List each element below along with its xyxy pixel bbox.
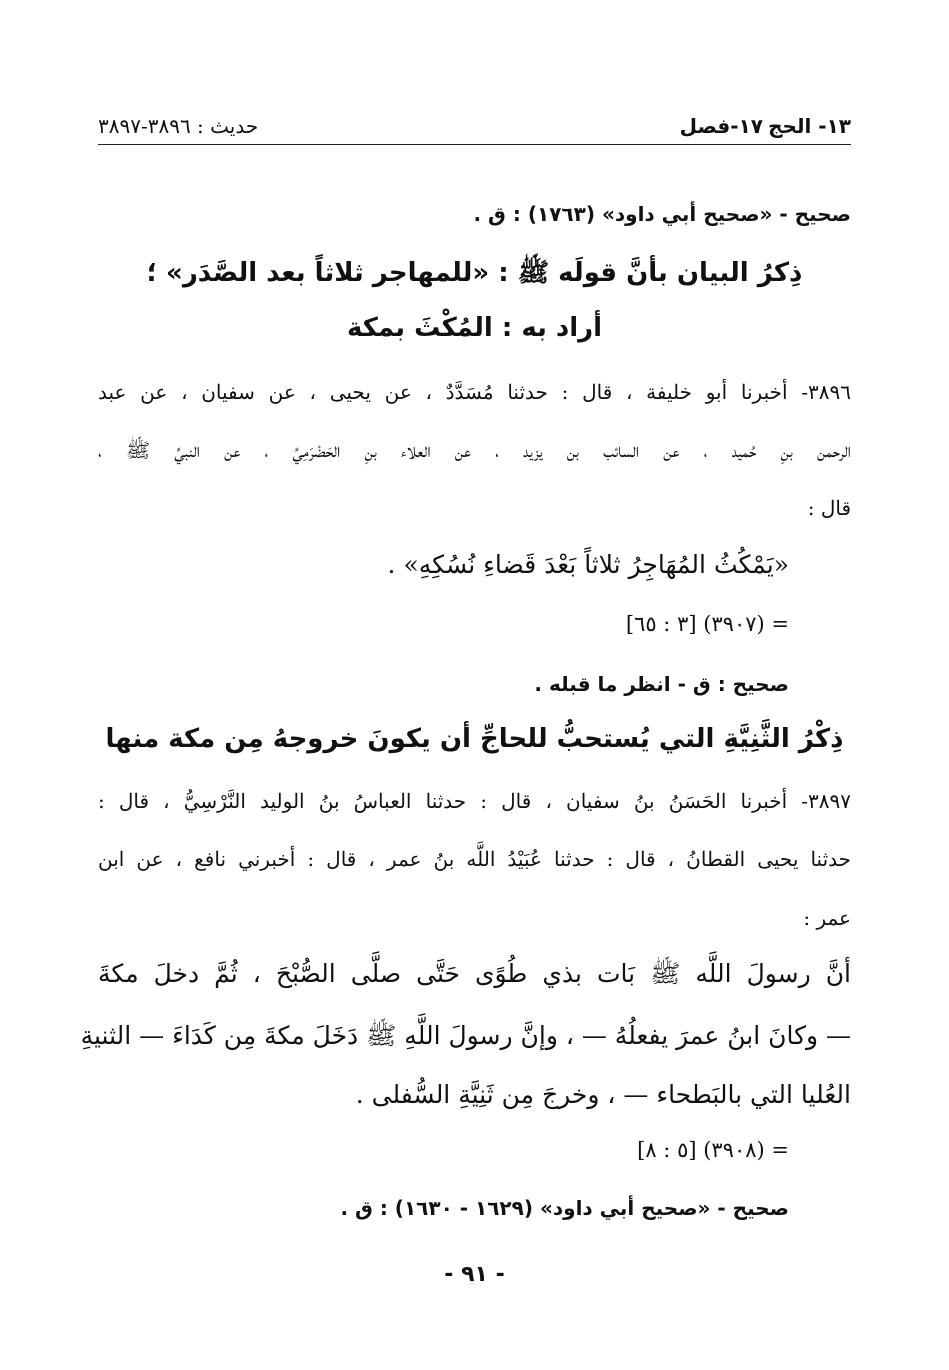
hadith-3897-isnad-line-2: حدثنا يحيى القطانُ ، قال : حدثنا عُبَيْدُ اللَّه بنُ عمر ، قال : أخبرني نافع ، عن ابن	[98, 847, 851, 871]
header-book-title: ١٣- الحج	[768, 114, 851, 138]
header-chapter: ١٧-فصل	[679, 114, 763, 138]
hadith-3897-grade: صحيح - «صحيح أبي داود» (١٦٢٩ - ١٦٣٠) : ق .	[340, 1196, 789, 1220]
hadith-3897-isnad-line-1: ٣٨٩٧- أخبرنا الحَسَنُ بنُ سفيان ، قال : حدثنا العباسُ بنُ الوليد النَّرْسِيُّ ، قال :	[98, 789, 851, 813]
hadith-3897-matn-line-3: العُليا التي بالبَطحاء — ، وخرجَ مِن ثَنِيَّةِ السُّفلى .	[355, 1080, 851, 1109]
section-heading-1a: ذِكرُ البيان بأنَّ قولَه ﷺ : «للمهاجر ثلاثاً بعد الصَّدَر» ؛	[146, 258, 803, 288]
page-number: - ٩١ -	[444, 1262, 505, 1287]
hadith-3896-matn: «يَمْكُثُ المُهَاجِرُ ثلاثاً بَعْدَ قَضاءِ نُسُكِهِ» .	[387, 550, 789, 579]
hadith-3896-cross-reference: = (٣٩٠٧) [٣ : ٦٥]	[625, 612, 789, 636]
running-header	[98, 108, 851, 145]
hadith-3897-cross-reference: = (٣٩٠٨) [٥ : ٨]	[637, 1138, 789, 1162]
section-heading-1b: أراد به : المُكْثَ بمكة	[346, 313, 603, 343]
section-heading-2: ذِكْرُ الثَّنِيَّةِ التي يُستحبُّ للحاجِّ أن يكونَ خروجهُ مِن مكة منها	[105, 724, 844, 754]
hadith-3896-isnad-line-3: قال :	[807, 496, 851, 520]
hadith-3896-isnad-line-1: ٣٨٩٦- أخبرنا أبو خليفة ، قال : حدثنا مُسَدَّدٌ ، عن يحيى ، عن سفيان ، عن عبد	[98, 380, 851, 404]
hadith-3897-matn-line-1: أنَّ رسولَ اللَّه ﷺ بَات بذي طُوًى حَتَّى صلَّى الصُّبْحَ ، ثُمَّ دخلَ مكةَ	[98, 959, 851, 988]
hadith-3896-grade: صحيح : ق - انظر ما قبله .	[534, 672, 789, 696]
grade-previous-hadith: صحيح - «صحيح أبي داود» (١٧٦٣) : ق .	[473, 202, 851, 226]
header-hadith-range: حديث : ٣٨٩٦-٣٨٩٧	[98, 114, 259, 138]
hadith-3897-isnad-line-3: عمر :	[803, 906, 851, 930]
hadith-3897-matn-line-2: — وكانَ ابنُ عمرَ يفعلُهُ — ، وإنَّ رسولَ اللَّهِ ﷺ دَخَلَ مكةَ مِن كَدَاءَ — الثنيةِ	[80, 1021, 851, 1050]
hadith-3896-isnad-line-2: الرحمن بنِ حُميد ، عن السائب بن يزيد ، عن العلاء بنِ الحَضْرَمِيِّ ، عن النبيِّ ﷺ ،	[98, 438, 851, 462]
